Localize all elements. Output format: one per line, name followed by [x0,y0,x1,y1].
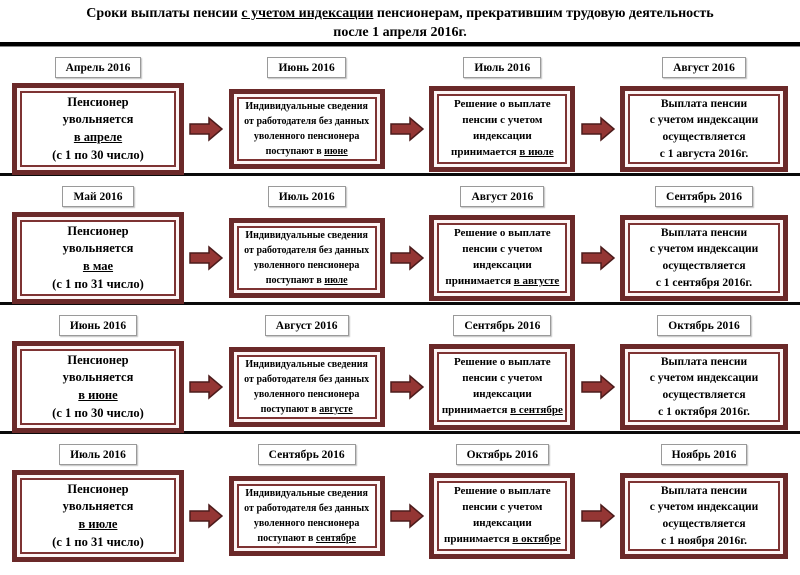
arrow-right-icon [581,374,615,400]
title-part1: Сроки выплаты пенсии [86,6,242,21]
flow-row-june [0,305,800,434]
decision-box: Решение о выплате пенсии с учетом индексации принимается в июле [429,86,575,172]
month-label: Август 2016 [662,57,746,78]
title-line2: после 1 апреля 2016г. [333,24,467,40]
employer-data-box: Индивидуальные сведения от работодателя без данных уволенного пенсионера поступают в сентябре [229,476,385,556]
month-label: Сентябрь 2016 [258,444,356,465]
employer-data-box: Индивидуальные сведения от работодателя без данных уволенного пенсионера поступают в августе [229,347,385,427]
retirement-box: Пенсионер увольняется в июне (с 1 по 30 число) [12,341,184,433]
arrow-right-icon [189,374,223,400]
flow-row-april [0,47,800,176]
payment-box: Выплата пенсии с учетом индексации осуществляется с 1 сентября 2016г. [620,215,788,301]
month-label: Октябрь 2016 [657,315,750,336]
month-label: Май 2016 [62,186,133,207]
month-label: Сентябрь 2016 [655,186,753,207]
decision-box: Решение о выплате пенсии с учетом индексации принимается в сентябре [429,344,575,430]
payment-box: Выплата пенсии с учетом индексации осуществляется с 1 августа 2016г. [620,86,788,172]
arrow-right-icon [581,503,615,529]
month-label: Июнь 2016 [59,315,137,336]
page-title [0,0,800,42]
flow-row-may [0,176,800,305]
arrow-right-icon [189,503,223,529]
arrow-right-icon [581,116,615,142]
month-label: Август 2016 [265,315,349,336]
title-underlined: с учетом индексации [241,6,374,21]
month-label: Июнь 2016 [267,57,345,78]
arrow-right-icon [390,374,424,400]
payment-box: Выплата пенсии с учетом индексации осуществляется с 1 октября 2016г. [620,344,788,430]
arrow-right-icon [390,503,424,529]
arrow-right-icon [390,245,424,271]
month-label: Апрель 2016 [55,57,142,78]
payment-box: Выплата пенсии с учетом индексации осуществляется с 1 ноября 2016г. [620,473,788,559]
arrow-right-icon [581,245,615,271]
decision-box: Решение о выплате пенсии с учетом индексации принимается в августе [429,215,575,301]
month-label: Июль 2016 [463,57,541,78]
arrow-right-icon [189,116,223,142]
month-label: Август 2016 [460,186,544,207]
title-part2: пенсионерам, прекратившим трудовую деятельность [373,6,714,21]
arrow-right-icon [189,245,223,271]
flow-row-july [0,434,800,567]
month-label: Сентябрь 2016 [453,315,551,336]
employer-data-box: Индивидуальные сведения от работодателя без данных уволенного пенсионера поступают в июне [229,89,385,169]
month-label: Октябрь 2016 [456,444,549,465]
arrow-right-icon [390,116,424,142]
month-label: Ноябрь 2016 [661,444,748,465]
retirement-box: Пенсионер увольняется в апреле (с 1 по 30 число) [12,83,184,175]
retirement-box: Пенсионер увольняется в июле (с 1 по 31 число) [12,470,184,562]
month-label: Июль 2016 [268,186,346,207]
employer-data-box: Индивидуальные сведения от работодателя без данных уволенного пенсионера поступают в июле [229,218,385,298]
retirement-box: Пенсионер увольняется в мае (с 1 по 31 число) [12,212,184,304]
decision-box: Решение о выплате пенсии с учетом индексации принимается в октябре [429,473,575,559]
month-label: Июль 2016 [59,444,137,465]
